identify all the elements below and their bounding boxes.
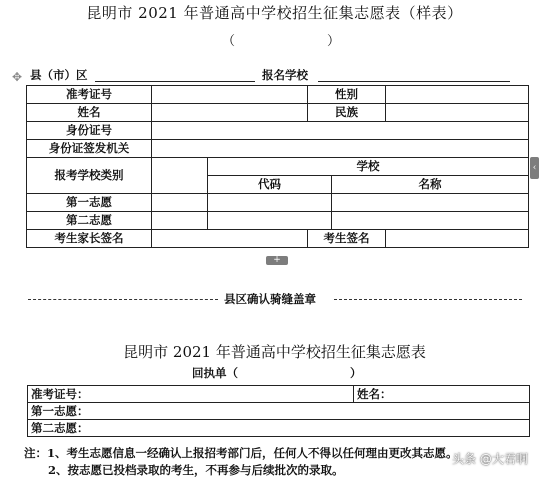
receipt-subtitle-close: ）: [350, 366, 362, 380]
receipt-choice2[interactable]: 第二志愿：: [28, 420, 530, 437]
choice2-label: 第二志愿: [27, 212, 152, 230]
id-no-value[interactable]: [152, 122, 529, 140]
school-label: 报名学校: [262, 68, 308, 82]
school-category-value[interactable]: [152, 158, 208, 194]
seal-line-label: 县区确认骑缝盖章: [224, 292, 316, 306]
watermark-label: 头条 @大君啊: [452, 452, 528, 466]
choice1-code[interactable]: [208, 194, 332, 212]
name-value[interactable]: [152, 104, 308, 122]
table-row: [27, 86, 529, 104]
admission-no-label: 准考证号: [27, 86, 152, 104]
table-row: [28, 403, 530, 420]
school-fill-line[interactable]: [318, 81, 510, 82]
table-row: [27, 230, 529, 248]
sample-form-title: 昆明市 2021 年普通高中学校招生征集志愿表（样表）: [86, 4, 463, 22]
table-row: [27, 140, 529, 158]
title-paren-open: （: [222, 34, 236, 49]
sample-form-table: [26, 85, 529, 248]
ethnicity-label: 民族: [308, 104, 386, 122]
code-header: 代码: [208, 176, 332, 194]
choice1-category[interactable]: [152, 194, 208, 212]
school-name-header: 名称: [332, 176, 529, 194]
student-sign-value[interactable]: [386, 230, 529, 248]
receipt-subtitle: 回执单（: [192, 366, 238, 380]
receipt-admission-no[interactable]: 准考证号：: [28, 386, 354, 403]
admission-no-value[interactable]: [152, 86, 308, 104]
seal-dashed-line-left: [28, 299, 218, 300]
gender-label: 性别: [308, 86, 386, 104]
school-header: 学校: [208, 158, 529, 176]
ethnicity-value[interactable]: [386, 104, 529, 122]
table-row: [27, 158, 529, 176]
note-line-1: 注：1、考生志愿信息一经确认上报招考部门后，任何人不得以任何理由更改其志愿。: [24, 446, 458, 460]
choice1-label: 第一志愿: [27, 194, 152, 212]
parent-sign-value[interactable]: [152, 230, 308, 248]
id-authority-value[interactable]: [152, 140, 529, 158]
move-handle-icon[interactable]: ✥: [12, 70, 23, 84]
school-category-label: 报考学校类别: [27, 158, 152, 194]
choice2-code[interactable]: [208, 212, 332, 230]
receipt-table: [27, 385, 530, 437]
choice2-name[interactable]: [332, 212, 529, 230]
id-no-label: 身份证号: [27, 122, 152, 140]
table-row: [27, 122, 529, 140]
table-row: [27, 212, 529, 230]
table-row: [28, 420, 530, 437]
receipt-name[interactable]: 姓名：: [354, 386, 530, 403]
table-row: [27, 104, 529, 122]
note-line-2: 2、按志愿已投档录取的考生，不再参与后续批次的录取。: [48, 463, 344, 477]
parent-sign-label: 考生家长签名: [27, 230, 152, 248]
choice1-name[interactable]: [332, 194, 529, 212]
county-label: 县（市）区: [30, 68, 88, 82]
table-row: [27, 194, 529, 212]
seal-dashed-line-right: [334, 299, 522, 300]
title-paren-close: ）: [327, 34, 341, 49]
id-authority-label: 身份证签发机关: [27, 140, 152, 158]
county-fill-line[interactable]: [95, 81, 255, 82]
receipt-choice1[interactable]: 第一志愿：: [28, 403, 530, 420]
table-row: [28, 386, 530, 403]
side-resize-tab-icon[interactable]: ‹: [530, 157, 539, 179]
student-sign-label: 考生签名: [308, 230, 386, 248]
gender-value[interactable]: [386, 86, 529, 104]
name-label: 姓名: [27, 104, 152, 122]
receipt-title: 昆明市 2021 年普通高中学校招生征集志愿表: [123, 343, 426, 361]
choice2-category[interactable]: [152, 212, 208, 230]
bottom-resize-tab-icon[interactable]: +: [266, 256, 288, 265]
